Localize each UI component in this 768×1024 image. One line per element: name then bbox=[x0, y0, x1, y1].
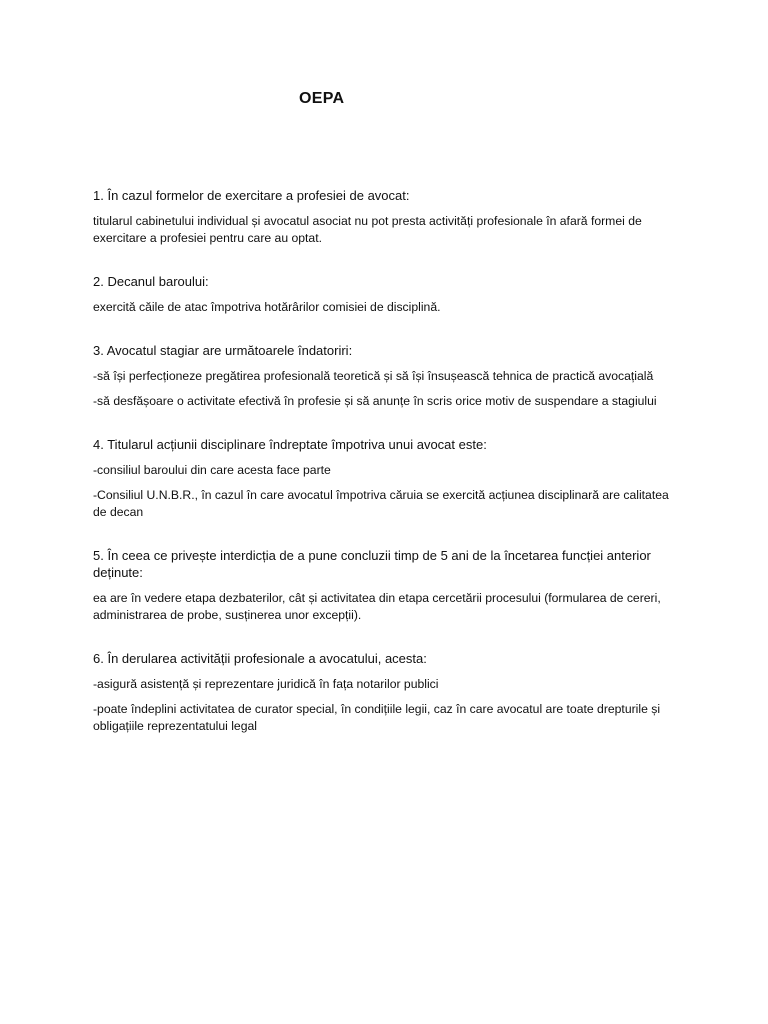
section-answer: -poate îndeplini activitatea de curator special, în condițiile legii, caz în care avocatul are toate drepturile și obligațiile reprezentatului legal bbox=[93, 702, 661, 733]
section-2 bbox=[93, 273, 683, 316]
section-1 bbox=[93, 187, 683, 247]
document-title: OEPA bbox=[299, 90, 345, 107]
section-answer: ea are în vedere etapa dezbaterilor, cât și activitatea din etapa cercetării procesului (formularea de cereri, administrarea de probe, susținerea unor excepții). bbox=[93, 591, 661, 622]
section-question: 1. În cazul formelor de exercitare a profesiei de avocat: bbox=[93, 188, 410, 203]
section-answer: exercită căile de atac împotriva hotărârilor comisiei de disciplină. bbox=[93, 300, 441, 314]
section-question: 2. Decanul baroului: bbox=[93, 274, 209, 289]
document-content bbox=[93, 187, 683, 761]
section-answer: -să își perfecționeze pregătirea profesională teoretică și să își însușească tehnica de practică avocațială bbox=[93, 369, 654, 383]
section-answer: -Consiliul U.N.B.R., în cazul în care avocatul împotriva căruia se exercită acțiunea disciplinară are calitatea de decan bbox=[93, 488, 669, 519]
section-answer: titularul cabinetului individual și avocatul asociat nu pot presta activități profesionale în afară formei de exercitare a profesiei pentru care au optat. bbox=[93, 214, 642, 245]
section-answer: -asigură asistență și reprezentare juridică în fața notarilor publici bbox=[93, 677, 439, 691]
section-answer: -să desfășoare o activitate efectivă în profesie și să anunțe în scris orice motiv de suspendare a stagiului bbox=[93, 394, 657, 408]
section-answer: -consiliul baroului din care acesta face parte bbox=[93, 463, 331, 477]
section-5 bbox=[93, 547, 683, 624]
section-3 bbox=[93, 342, 683, 410]
section-6 bbox=[93, 650, 683, 735]
section-question: 5. În ceea ce privește interdicția de a pune concluzii timp de 5 ani de la încetarea funcției anterior deținute: bbox=[93, 548, 651, 580]
section-question: 6. În derularea activității profesionale a avocatului, acesta: bbox=[93, 651, 427, 666]
section-question: 3. Avocatul stagiar are următoarele îndatoriri: bbox=[93, 343, 353, 358]
section-4 bbox=[93, 436, 683, 521]
section-question: 4. Titularul acțiunii disciplinare îndreptate împotriva unui avocat este: bbox=[93, 437, 487, 452]
